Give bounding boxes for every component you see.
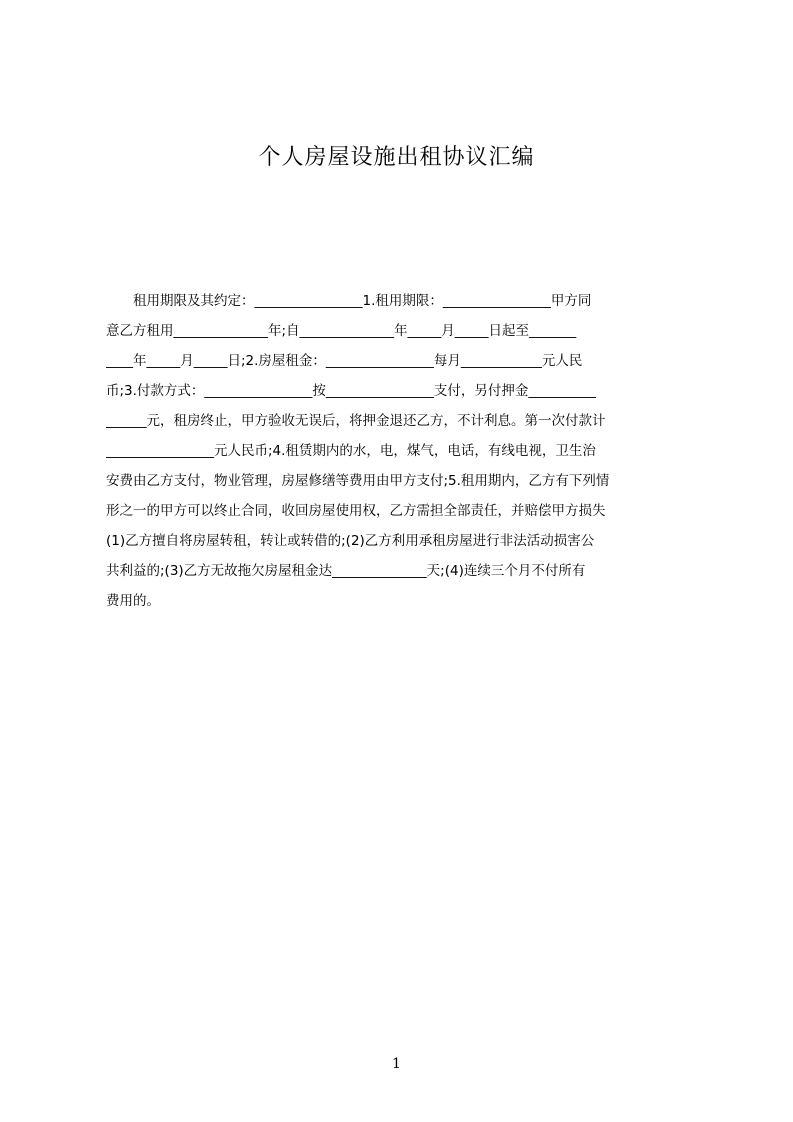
body-line: 形之一的甲方可以终止合同，收回房屋使用权，乙方需担全部责任，并赔偿甲方损失 [106, 503, 606, 519]
body-line: 费用的。 [106, 593, 160, 609]
body-line: 租用期限及其约定：________________1.租用期限：________________甲方同 [106, 293, 592, 309]
document-body [106, 290, 696, 620]
body-line: ______元，租房终止，甲方验收无误后，将押金退还乙方，不计利息。第一次付款计 [106, 413, 606, 429]
body-line: 币;3.付款方式：________________按________________支付，另付押金__________ [106, 383, 596, 399]
page-number: 1 [392, 1056, 401, 1072]
body-line: 安费由乙方支付，物业管理，房屋修缮等费用由甲方支付;5.租用期内，乙方有下列情 [106, 473, 610, 489]
body-line: 共利益的;(3)乙方无故拖欠房屋租金达______________天;(4)连续三个月不付所有 [106, 563, 586, 579]
body-line: ____年_____月_____日;2.房屋租金：________________每月____________元人民 [106, 353, 583, 369]
body-line: (1)乙方擅自将房屋转租，转让或转借的;(2)乙方利用承租房屋进行非法活动损害公 [106, 533, 595, 549]
document-title: 个人房屋设施出租协议汇编 [258, 145, 535, 170]
body-line: ________________元人民币;4.租赁期内的水，电，煤气，电话，有线电视，卫生治 [106, 443, 596, 459]
body-line: 意乙方租用______________年;自______________年_____月_____日起至_______ [106, 323, 577, 339]
